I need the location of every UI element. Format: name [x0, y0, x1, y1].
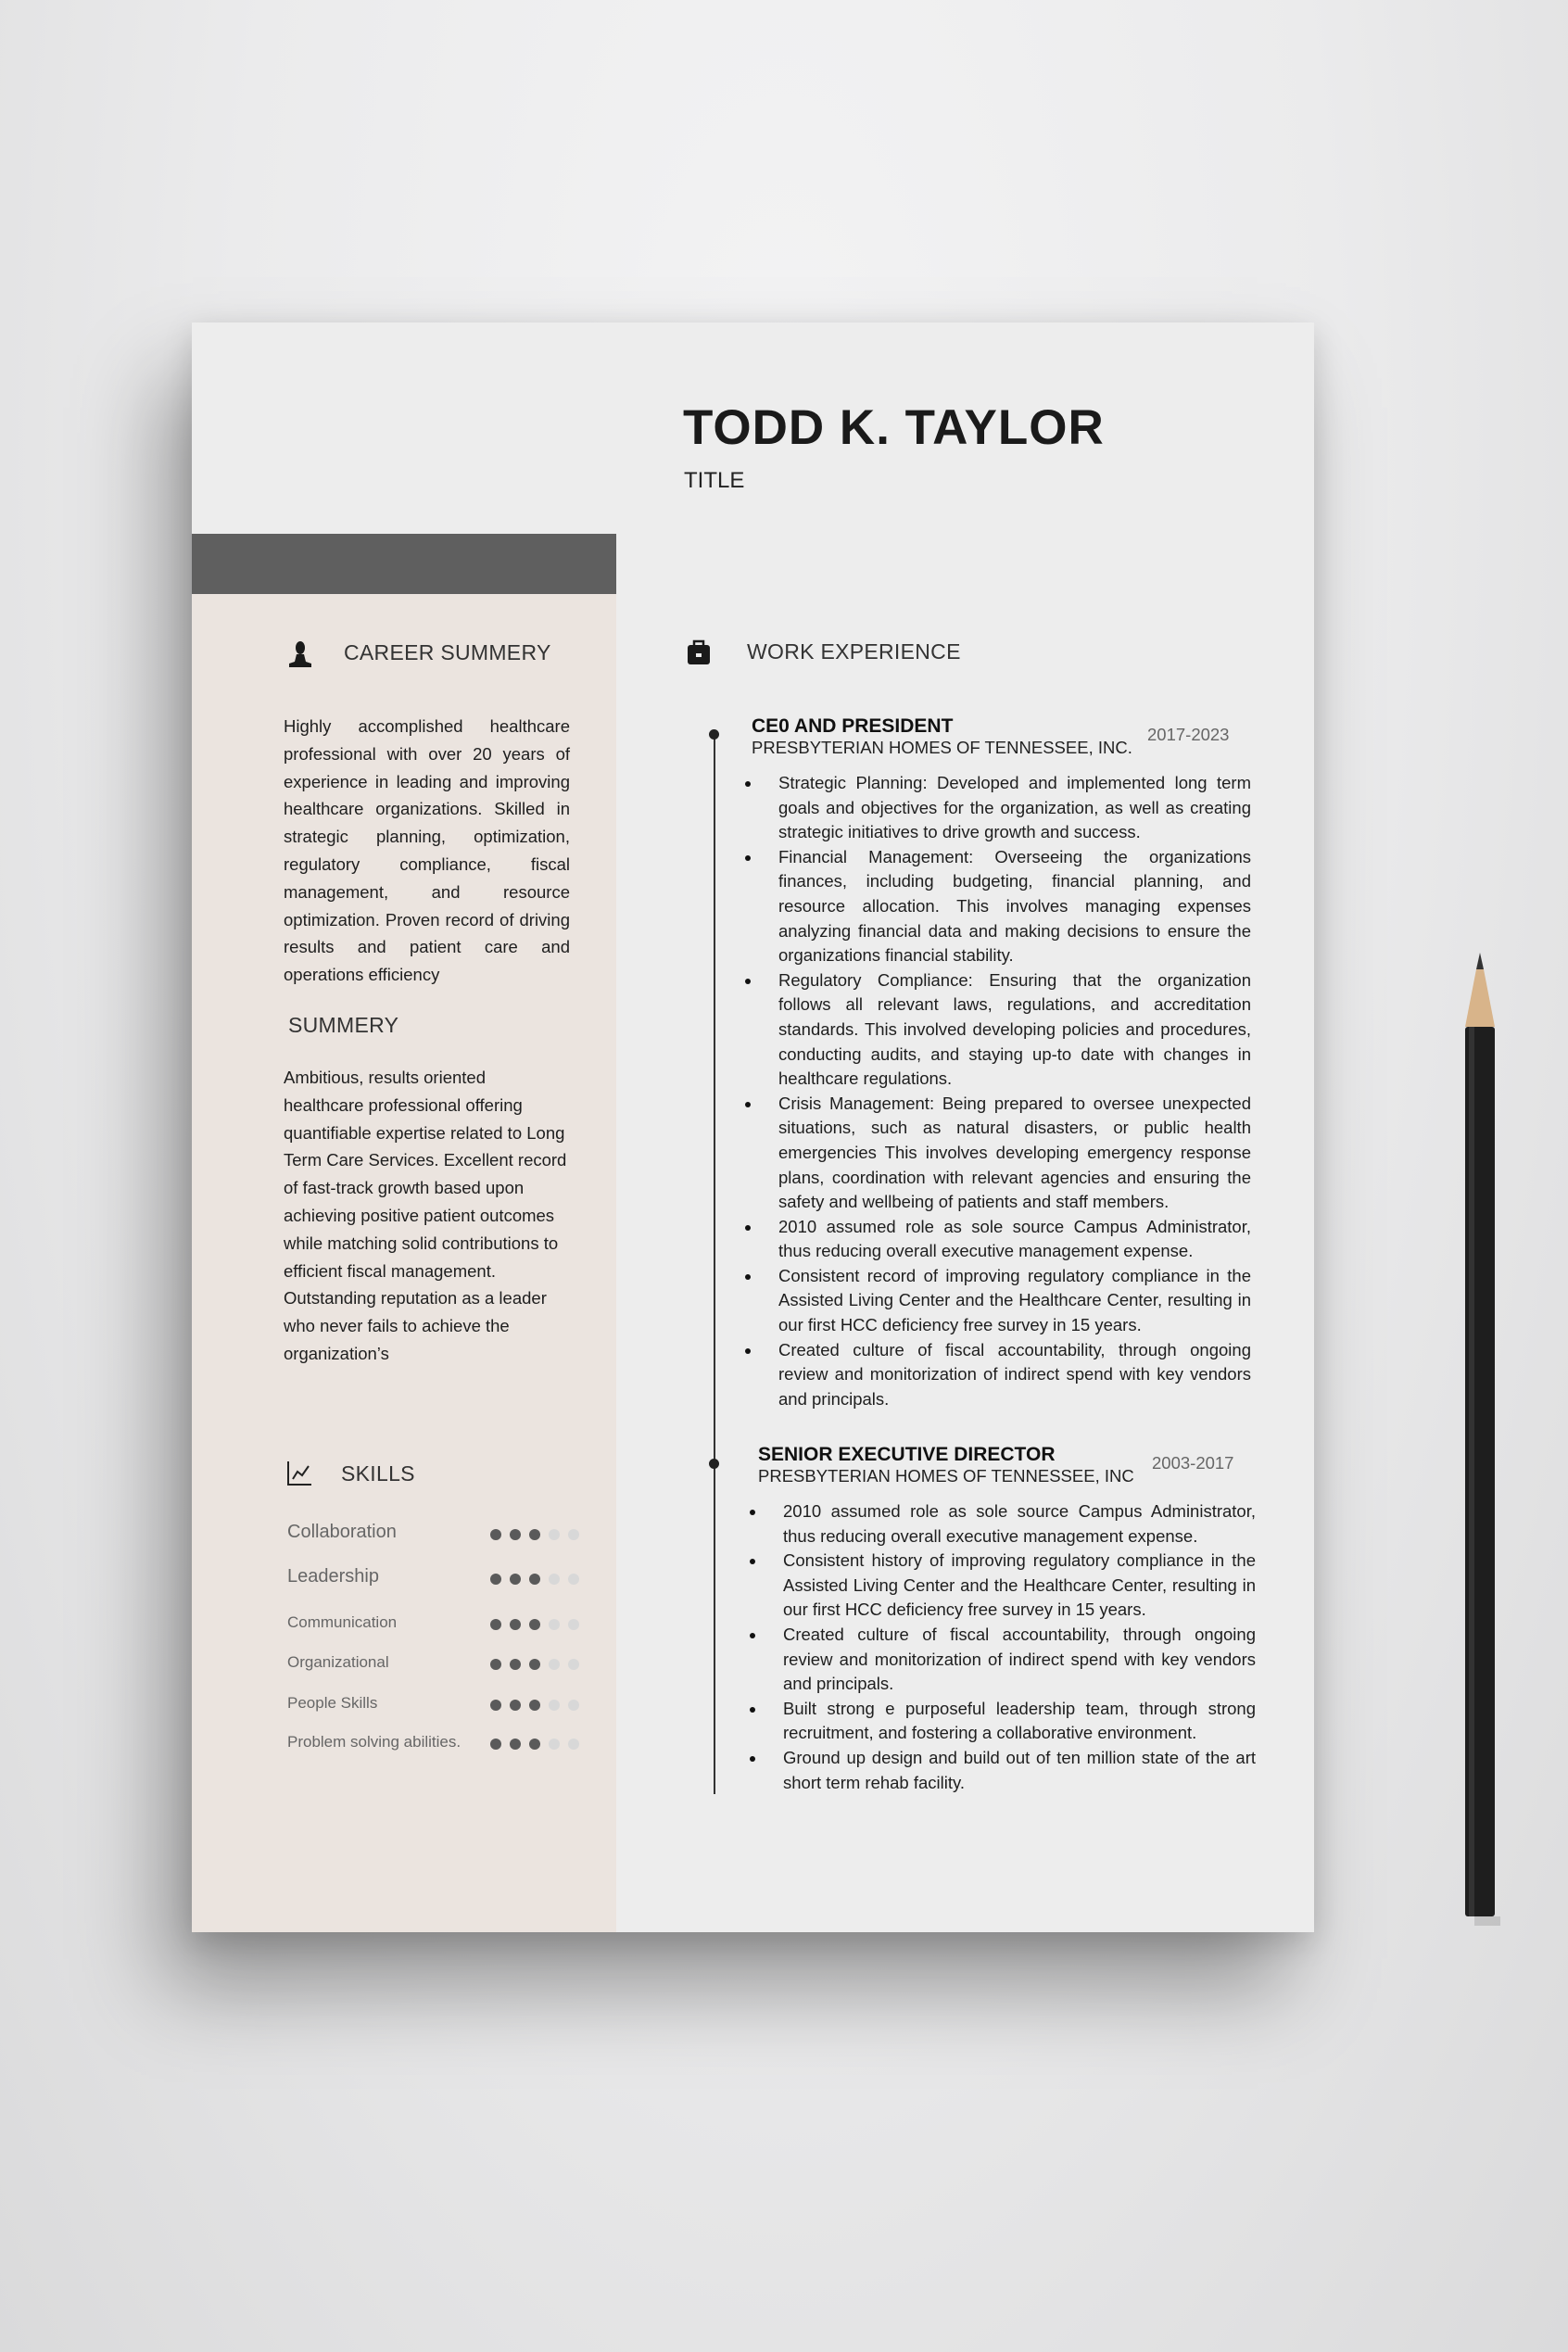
rating-dot-empty: [568, 1619, 579, 1630]
rating-dot-empty: [549, 1619, 560, 1630]
job-bullet: Strategic Planning: Developed and implemented long term goals and objectives for the organization, as well as creating strategic initiatives to drive growth and success.: [778, 771, 1251, 845]
job-company: PRESBYTERIAN HOMES OF TENNESSEE, INC.: [752, 738, 1132, 757]
sidebar-header-band: [192, 534, 616, 594]
job-bullets: [783, 1499, 1256, 1795]
job-bullet: 2010 assumed role as sole source Campus Administrator, thus reducing overall executive management expense.: [778, 1215, 1251, 1264]
job-dates: 2017-2023: [1147, 725, 1230, 744]
chart-line-icon: [286, 1461, 312, 1486]
skill-label: People Skills: [287, 1694, 378, 1713]
rating-dot-filled: [490, 1700, 501, 1711]
job-dates: 2003-2017: [1152, 1453, 1234, 1473]
rating-dot-filled: [529, 1739, 540, 1750]
skill-label: Collaboration: [287, 1522, 397, 1542]
job-bullet: Crisis Management: Being prepared to oversee unexpected situations, such as natural disasters, or public health emergencies This involves developing emergency response plans, coordination with relevant agencies and ensuring the safety and wellbeing of patients and staff members.: [778, 1092, 1251, 1215]
job-bullet: 2010 assumed role as sole source Campus Administrator, thus reducing overall executive management expense.: [783, 1499, 1256, 1549]
job-company: PRESBYTERIAN HOMES OF TENNESSEE, INC: [758, 1466, 1134, 1486]
career-summary-heading: CAREER SUMMERY: [344, 640, 551, 664]
rating-dot-empty: [568, 1700, 579, 1711]
rating-dot-filled: [490, 1529, 501, 1540]
rating-dot-filled: [510, 1529, 521, 1540]
rating-dot-filled: [490, 1659, 501, 1670]
rating-dot-empty: [549, 1574, 560, 1585]
job-bullet: Ground up design and build out of ten million state of the art short term rehab facility.: [783, 1746, 1256, 1795]
job-bullets: [778, 771, 1251, 1411]
timeline-dot: [709, 1459, 719, 1469]
summary-heading: SUMMERY: [288, 1013, 399, 1037]
job-bullet: Consistent record of improving regulatory compliance in the Assisted Living Center and the Healthcare Center, resulting in our first HCC deficiency free survey in 15 years.: [778, 1264, 1251, 1338]
rating-dot-filled: [490, 1739, 501, 1750]
rating-dot-empty: [568, 1739, 579, 1750]
rating-dot-empty: [568, 1574, 579, 1585]
person-icon: [288, 641, 312, 667]
summary-text: Ambitious, results oriented healthcare professional offering quantifiable expertise related to Long Term Care Services. Excellent record of fast-track growth based upon achieving positive patient outcomes while matching solid contributions to efficient fiscal management. Outstanding reputation as a leader who never fails to achieve the organization’s: [284, 1068, 567, 1363]
rating-dot-empty: [549, 1529, 560, 1540]
job-entry: [752, 715, 1251, 1411]
skill-label: Leadership: [287, 1566, 379, 1587]
rating-dot-empty: [549, 1659, 560, 1670]
skill-label: Organizational: [287, 1653, 389, 1672]
career-summary-text: Highly accomplished healthcare professional with over 20 years of experience in leading and improving healthcare organizations. Skilled in strategic planning, optimization, regulatory compliance, fiscal management, and resource optimization. Proven record of driving results and patient care and operations efficiency: [284, 716, 570, 985]
rating-dot-filled: [510, 1574, 521, 1585]
timeline-dot: [709, 729, 719, 740]
work-experience-heading: WORK EXPERIENCE: [747, 639, 961, 664]
rating-dot-filled: [529, 1700, 540, 1711]
rating-dot-empty: [549, 1700, 560, 1711]
rating-dot-filled: [529, 1659, 540, 1670]
rating-dot-filled: [490, 1619, 501, 1630]
rating-dot-filled: [510, 1739, 521, 1750]
pencil-decoration: [1460, 953, 1500, 1926]
timeline-line: [714, 733, 715, 1794]
rating-dot-empty: [568, 1659, 579, 1670]
skill-rating: [490, 1700, 579, 1711]
skill-rating: [490, 1529, 579, 1540]
rating-dot-filled: [529, 1619, 540, 1630]
rating-dot-filled: [490, 1574, 501, 1585]
skill-rating: [490, 1574, 579, 1585]
job-bullet: Consistent history of improving regulatory compliance in the Assisted Living Center and the Healthcare Center, resulting in our first HCC deficiency free survey in 15 years.: [783, 1549, 1256, 1623]
job-bullet: Financial Management: Overseeing the organizations finances, including budgeting, financial planning, and resource allocation. This involves managing expenses analyzing financial data and making decisions to ensure the organizations financial stability.: [778, 845, 1251, 968]
rating-dot-empty: [549, 1739, 560, 1750]
skill-rating: [490, 1739, 579, 1750]
skill-label: Communication: [287, 1613, 398, 1632]
candidate-name: TODD K. TAYLOR: [683, 400, 1105, 455]
skill-label: Problem solving abilities.: [287, 1733, 462, 1751]
job-bullet: Created culture of fiscal accountability, through ongoing review and monitorization of indirect spend with key vendors and principals.: [778, 1338, 1251, 1412]
rating-dot-filled: [529, 1529, 540, 1540]
skills-heading: SKILLS: [341, 1461, 415, 1486]
briefcase-icon: [687, 639, 711, 665]
skill-rating: [490, 1659, 579, 1670]
rating-dot-filled: [510, 1619, 521, 1630]
job-title: CE0 AND PRESIDENT: [752, 715, 954, 737]
job-bullet: Built strong e purposeful leadership team, through strong recruitment, and fostering a collaborative environment.: [783, 1697, 1256, 1746]
job-title: SENIOR EXECUTIVE DIRECTOR: [758, 1444, 1056, 1465]
skill-rating: [490, 1619, 579, 1630]
rating-dot-empty: [568, 1529, 579, 1540]
job-entry: [758, 1444, 1256, 1795]
candidate-title: TITLE: [684, 468, 745, 493]
rating-dot-filled: [529, 1574, 540, 1585]
rating-dot-filled: [510, 1700, 521, 1711]
job-bullet: Regulatory Compliance: Ensuring that the organization follows all relevant laws, regulations, and accreditation standards. This involved developing policies and procedures, conducting audits, and staying up-to date with changes in healthcare regulations.: [778, 968, 1251, 1092]
resume-page: [192, 322, 1314, 1932]
rating-dot-filled: [510, 1659, 521, 1670]
job-bullet: Created culture of fiscal accountability, through ongoing review and monitorization of indirect spend with key vendors and principals.: [783, 1623, 1256, 1697]
